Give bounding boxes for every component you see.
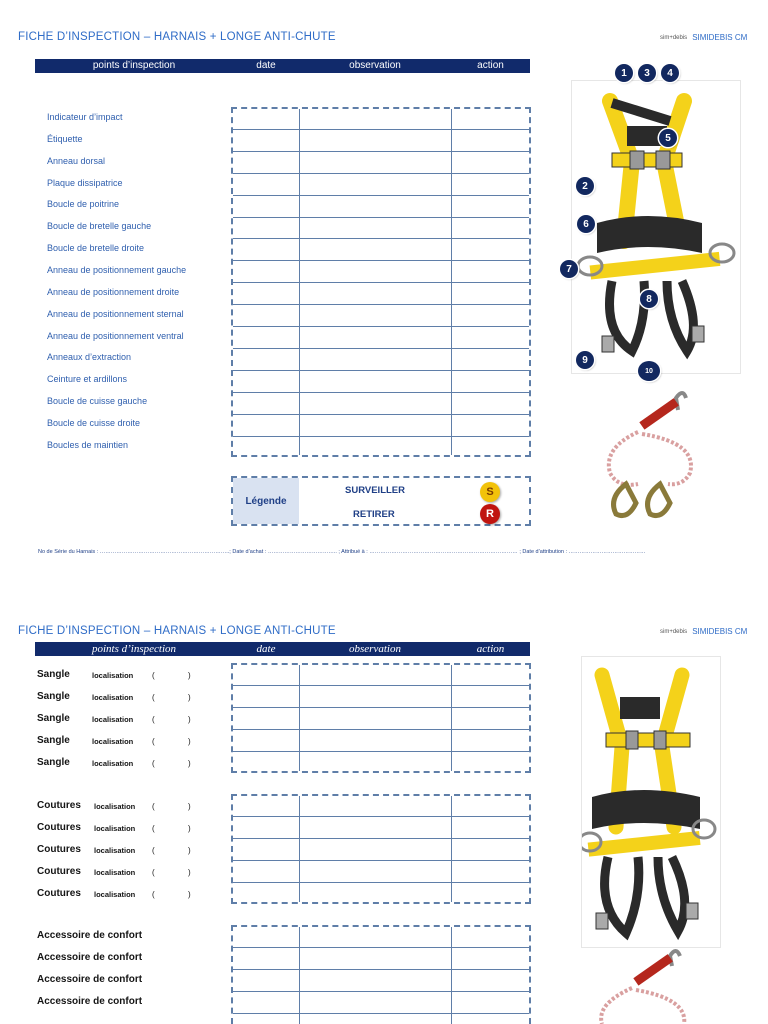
grid-divider xyxy=(299,665,300,771)
header-points: points d’inspection xyxy=(91,643,177,655)
inspection-point-label: Étiquette xyxy=(47,133,83,144)
grid-row-line xyxy=(233,1013,529,1014)
inspection-point-label: Anneaux d’extraction xyxy=(47,352,132,363)
legend-box xyxy=(231,476,531,526)
header-action: action xyxy=(476,643,505,655)
grid-row-line xyxy=(233,816,529,817)
grid-row-line xyxy=(233,969,529,970)
grid-row-line xyxy=(233,326,529,327)
diagram-number-5: 5 xyxy=(659,129,677,147)
grid-row-line xyxy=(233,991,529,992)
page1-brand xyxy=(660,33,747,42)
grid-divider xyxy=(451,927,452,1024)
sangle-label: Sangle xyxy=(37,712,70,724)
paren-close: ) xyxy=(188,867,191,877)
inspection-point-label: Anneau de positionnement ventral xyxy=(47,330,184,341)
header-action: action xyxy=(477,60,504,71)
grid-row-line xyxy=(233,729,529,730)
grid-row-line xyxy=(233,151,529,152)
localisation-label: localisation xyxy=(92,671,134,680)
coutures-label: Coutures xyxy=(37,800,81,811)
coutures-label: Coutures xyxy=(37,821,81,833)
inspection-point-label: Boucle de bretelle gauche xyxy=(47,221,152,232)
page1-inspection-grid xyxy=(231,107,531,457)
grid-row-line xyxy=(233,414,529,415)
diagram-number-3: 3 xyxy=(638,64,656,82)
localisation-label: localisation xyxy=(94,802,136,811)
paren-close: ) xyxy=(188,845,191,855)
localisation-label: localisation xyxy=(94,845,136,855)
grid-divider xyxy=(299,927,300,1024)
grid-row-line xyxy=(233,173,529,174)
grid-row-line xyxy=(233,860,529,861)
inspection-point-label: Anneau de positionnement gauche xyxy=(47,264,187,275)
grid-row-line xyxy=(233,751,529,752)
harness-image xyxy=(581,656,721,948)
paren-open: ( xyxy=(152,845,155,855)
lanyard-image xyxy=(588,944,692,1024)
paren-open: ( xyxy=(152,802,155,811)
lanyard-image xyxy=(598,388,702,522)
paren-open: ( xyxy=(152,714,155,724)
grid-row-line xyxy=(233,129,529,130)
localisation-label: localisation xyxy=(92,714,134,724)
localisation-label: localisation xyxy=(94,889,136,899)
legend-label: Légende xyxy=(233,478,299,524)
serial-info-line: No de Série du Harnais : ……………………………………………………………..; Date d’achat : ……………………………….. ; Attribué à : ……………………………………………………………………… ; Date d’attribution : …………………………………… xyxy=(38,549,646,555)
diagram-number-7: 7 xyxy=(560,260,578,278)
paren-open: ( xyxy=(152,823,155,833)
paren-open: ( xyxy=(152,867,155,877)
paren-open: ( xyxy=(152,758,155,768)
inspection-point-label: Ceinture et ardillons xyxy=(47,374,128,385)
grid-row-line xyxy=(233,348,529,349)
inspection-point-label: Boucle de bretelle droite xyxy=(47,243,145,254)
localisation-label: localisation xyxy=(94,867,136,877)
inspection-point-label: Anneau de positionnement sternal xyxy=(47,308,184,319)
coutures-label: Coutures xyxy=(37,865,81,877)
inspection-point-label: Boucle de poitrine xyxy=(47,199,120,210)
diagram-number-1: 1 xyxy=(615,64,633,82)
grid-row-line xyxy=(233,685,529,686)
sangle-label: Sangle xyxy=(37,669,70,680)
paren-close: ) xyxy=(188,714,191,724)
sangle-grid xyxy=(231,663,531,773)
header-date: date xyxy=(256,60,276,71)
localisation-label: localisation xyxy=(92,736,134,746)
brand-logo-text: sim+debis xyxy=(660,628,688,635)
brand-logo-text: sim+debis xyxy=(660,34,688,41)
header-observation: observation xyxy=(349,643,401,655)
inspection-point-label: Boucle de cuisse droite xyxy=(47,417,141,428)
diagram-number-10: 10 xyxy=(638,361,660,381)
confort-label: Accessoire de confort xyxy=(37,973,143,985)
header-observation: observation xyxy=(349,60,401,71)
grid-row-line xyxy=(233,392,529,393)
brand-name: SIMIDEBIS CM xyxy=(692,33,748,42)
inspection-point-label: Plaque dissipatrice xyxy=(47,177,123,188)
grid-row-line xyxy=(233,195,529,196)
grid-divider xyxy=(451,796,452,902)
coutures-grid xyxy=(231,794,531,904)
legend-watch-text: SURVEILLER xyxy=(345,485,406,496)
paren-close: ) xyxy=(188,671,191,680)
grid-row-line xyxy=(233,260,529,261)
inspection-point-label: Anneau dorsal xyxy=(47,155,106,166)
confort-label: Accessoire de confort xyxy=(37,930,143,941)
page2-title: FICHE D’INSPECTION – HARNAIS + LONGE ANTI-CHUTE xyxy=(18,625,336,637)
grid-row-line xyxy=(233,882,529,883)
paren-open: ( xyxy=(152,671,155,680)
inspection-point-label: Anneau de positionnement droite xyxy=(47,286,180,297)
sangle-label: Sangle xyxy=(37,690,70,702)
watch-badge-icon: S xyxy=(480,482,500,502)
diagram-number-4: 4 xyxy=(661,64,679,82)
grid-row-line xyxy=(233,707,529,708)
brand-logo xyxy=(660,629,687,635)
localisation-label: localisation xyxy=(94,823,136,833)
diagram-number-9: 9 xyxy=(576,351,594,369)
sangle-label: Sangle xyxy=(37,734,70,746)
paren-open: ( xyxy=(152,692,155,702)
confort-label: Accessoire de confort xyxy=(37,995,143,1007)
page1-header-bar xyxy=(35,59,530,73)
diagram-number-6: 6 xyxy=(577,215,595,233)
confort-label: Accessoire de confort xyxy=(37,951,143,963)
paren-open: ( xyxy=(152,889,155,899)
grid-row-line xyxy=(233,304,529,305)
paren-close: ) xyxy=(188,802,191,811)
inspection-point-label: Indicateur d’impact xyxy=(47,112,123,122)
page2-header-bar xyxy=(35,642,530,656)
harness-drawing xyxy=(572,81,742,375)
diagram-number-8: 8 xyxy=(640,290,658,308)
localisation-label: localisation xyxy=(92,758,134,768)
lanyard-drawing xyxy=(588,944,692,1024)
coutures-label: Coutures xyxy=(37,843,81,855)
harness-drawing xyxy=(582,657,722,949)
localisation-label: localisation xyxy=(92,692,134,702)
grid-row-line xyxy=(233,238,529,239)
coutures-label: Coutures xyxy=(37,887,81,899)
paren-close: ) xyxy=(188,823,191,833)
inspection-point-label: Boucles de maintien xyxy=(47,439,129,450)
sangle-label: Sangle xyxy=(37,756,70,768)
paren-close: ) xyxy=(188,758,191,768)
grid-row-line xyxy=(233,370,529,371)
paren-close: ) xyxy=(188,889,191,899)
grid-divider xyxy=(451,665,452,771)
grid-row-line xyxy=(233,838,529,839)
grid-row-line xyxy=(233,947,529,948)
page2-brand xyxy=(660,627,747,636)
grid-row-line xyxy=(233,217,529,218)
lanyard-drawing xyxy=(598,388,702,522)
harness-image xyxy=(571,80,741,374)
page1-title: FICHE D’INSPECTION – HARNAIS + LONGE ANTI-CHUTE xyxy=(18,31,336,43)
confort-grid xyxy=(231,925,531,1024)
inspection-point-label: Boucle de cuisse gauche xyxy=(47,396,148,407)
paren-close: ) xyxy=(188,736,191,746)
header-points: points d’inspection xyxy=(92,60,176,71)
grid-divider xyxy=(299,796,300,902)
grid-row-line xyxy=(233,436,529,437)
grid-row-line xyxy=(233,282,529,283)
paren-close: ) xyxy=(188,692,191,702)
diagram-number-2: 2 xyxy=(576,177,594,195)
brand-logo xyxy=(660,35,687,41)
header-date: date xyxy=(256,643,276,655)
legend-remove-text: RETIRER xyxy=(353,509,395,520)
paren-open: ( xyxy=(152,736,155,746)
remove-badge-icon: R xyxy=(480,504,500,524)
brand-name: SIMIDEBIS CM xyxy=(692,627,748,636)
